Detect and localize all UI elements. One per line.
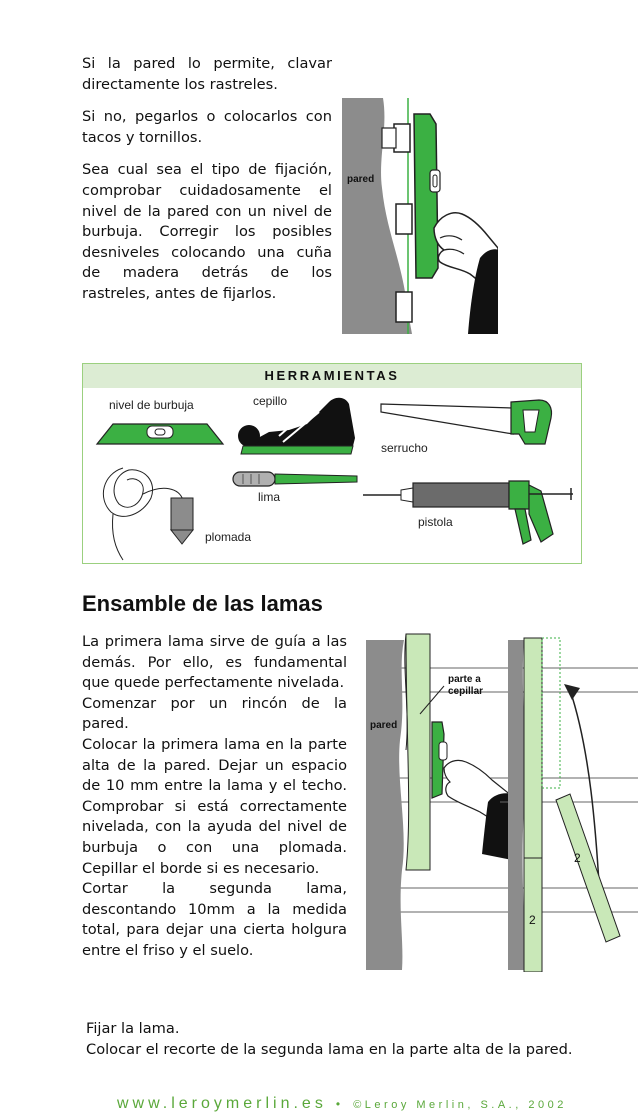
bottom-line-2: Colocar el recorte de la segunda lama en la parte alta de la pared. bbox=[86, 1040, 573, 1058]
footer bbox=[117, 1093, 567, 1113]
gun-label: pistola bbox=[418, 515, 453, 529]
section-line-2: Comenzar por un rincón de la pared. bbox=[82, 694, 347, 733]
wall-battens-figure bbox=[340, 98, 498, 334]
batten-bottom bbox=[396, 292, 412, 322]
first-slat-figure bbox=[362, 630, 512, 972]
batten-middle bbox=[396, 204, 412, 234]
plane-label-2: cepillar bbox=[448, 686, 484, 697]
spirit-level bbox=[414, 114, 438, 278]
second-slat-figure bbox=[500, 630, 638, 972]
section-text bbox=[82, 632, 347, 962]
saw-label: serrucho bbox=[381, 441, 428, 455]
wall-shape bbox=[366, 640, 404, 970]
bottom-line-1: Fijar la lama. bbox=[86, 1020, 180, 1037]
wall-label: pared bbox=[370, 720, 398, 731]
number-b: 2 bbox=[574, 851, 581, 865]
plumb-label: plomada bbox=[205, 530, 252, 544]
file-icon bbox=[233, 472, 357, 486]
plumb-bob-icon bbox=[103, 468, 193, 560]
plane-label-1: parte a bbox=[448, 674, 481, 685]
file-label: lima bbox=[258, 490, 281, 504]
section-line-4: Cortar la segunda lama, descontando 10mm a la medida total, para dejar una cierta holgura entre el friso y el suelo. bbox=[82, 880, 347, 959]
plane-icon bbox=[238, 398, 355, 454]
wall-shape bbox=[508, 640, 525, 970]
footer-url[interactable]: www.leroymerlin.es bbox=[117, 1095, 327, 1112]
caulking-gun-icon bbox=[363, 481, 573, 544]
section-line-3: Colocar la primera lama en la parte alta de la pared. Dejar un espacio de 10 mm entre la lama y el techo. Comprobar si está correctamente nivelada, con la ayuda del nivel de burbuja o con una plomada. Cepillar el borde si es necesario. bbox=[82, 735, 347, 877]
saw-icon bbox=[381, 400, 552, 444]
level-label: nivel de burbuja bbox=[109, 398, 194, 412]
slat bbox=[406, 634, 430, 870]
spirit-level-icon bbox=[97, 424, 223, 444]
intro-paragraph-3: Sea cual sea el tipo de fijación, comprobar cuidadosamente el nivel de la pared con un nivel de burbuja. Corregir los posibles desniveles colocando una cuña de madera detrás de los rastreles, antes de fijarlos. bbox=[82, 161, 332, 302]
intro-text bbox=[82, 54, 332, 305]
target-outline bbox=[542, 638, 560, 788]
plane-label: cepillo bbox=[253, 394, 288, 408]
intro-paragraph-2: Si no, pegarlos o colocarlos con tacos y tornillos. bbox=[82, 108, 332, 146]
number-a: 2 bbox=[529, 913, 536, 927]
section-line-1: La primera lama sirve de guía a las demás. Por ello, es fundamental que quede perfectamente nivelada. bbox=[82, 633, 347, 692]
tools-title: HERRAMIENTAS bbox=[83, 364, 581, 388]
section-title: Ensamble de las lamas bbox=[82, 591, 323, 616]
wall-label: pared bbox=[347, 174, 375, 185]
footer-bullet: • bbox=[335, 1097, 341, 1111]
tools-illustrations bbox=[83, 364, 583, 565]
bottom-text bbox=[86, 1019, 626, 1060]
footer-copyright: ©Leroy Merlin, S.A., 2002 bbox=[353, 1099, 567, 1111]
intro-paragraph-1: Si la pared lo permite, clavar directamente los rastreles. bbox=[82, 55, 332, 93]
tools-box bbox=[82, 363, 582, 564]
rotating-slat bbox=[556, 794, 620, 942]
